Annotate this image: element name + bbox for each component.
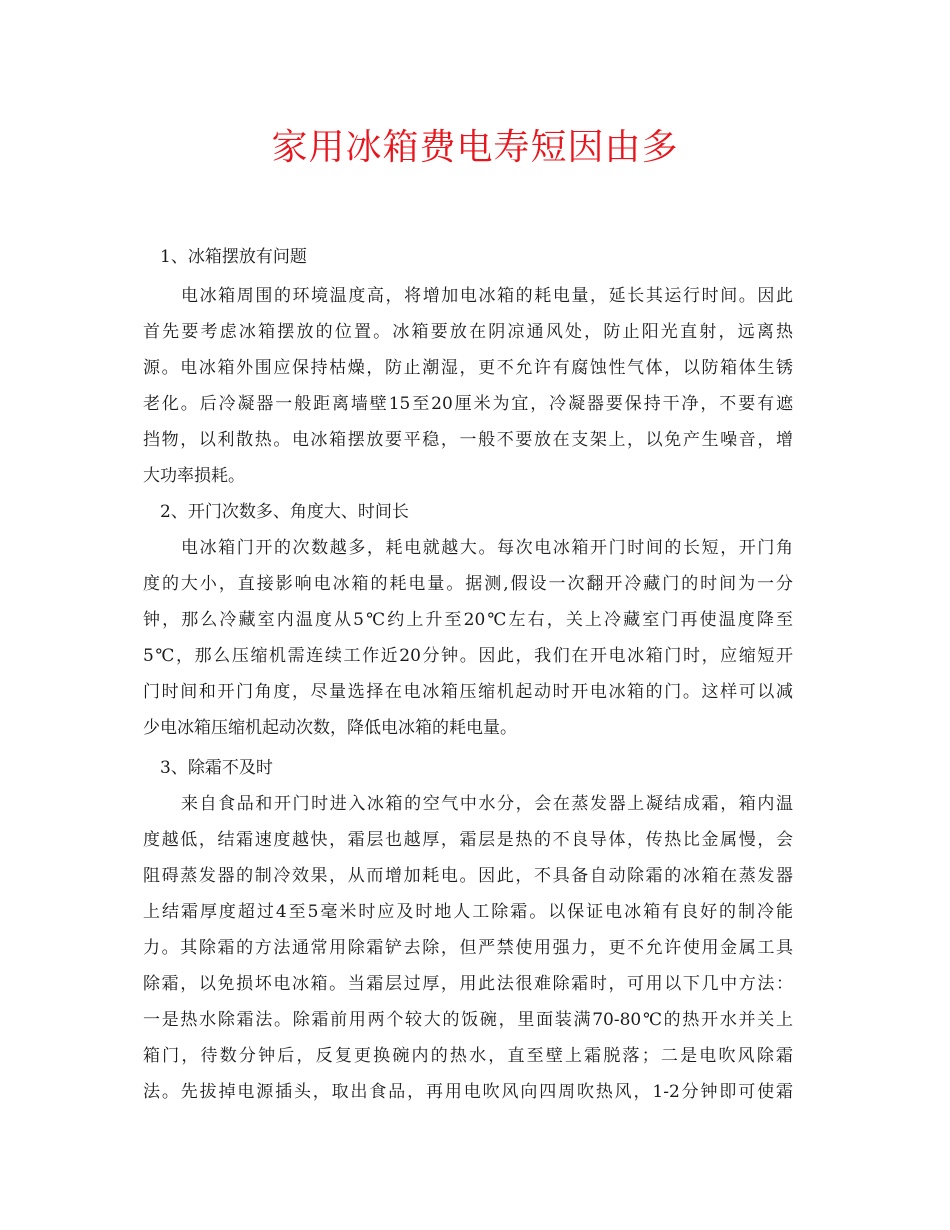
paragraph-line: 除霜，以免损坏电冰箱。当霜层过厚，用此法很难除霜时，可用以下几中方法： <box>143 974 793 994</box>
paragraph-line: 少电冰箱压缩机起动次数，降低电冰箱的耗电量。 <box>143 718 517 738</box>
paragraph-line: 力。其除霜的方法通常用除霜铲去除，但严禁使用强力，更不允许使用金属工具 <box>143 938 793 958</box>
paragraph-line: 度的大小，直接影响电冰箱的耗电量。据测,假设一次翻开冷藏门的时间为一分 <box>143 574 793 594</box>
paragraph-line: 源。电冰箱外围应保持枯燥，防止潮湿，更不允许有腐蚀性气体，以防箱体生锈 <box>143 358 793 378</box>
paragraph-line: 钟，那么冷藏室内温度从5℃约上升至20℃左右，关上冷藏室门再使温度降至 <box>143 610 793 630</box>
paragraph-line: 上结霜厚度超过4至5毫米时应及时地人工除霜。以保证电冰箱有良好的制冷能 <box>143 902 793 922</box>
paragraph-line: 门时间和开门角度，尽量选择在电冰箱压缩机起动时开电冰箱的门。这样可以减 <box>143 682 793 702</box>
paragraph-line: 箱门，待数分钟后，反复更换碗内的热水，直至壁上霜脱落；二是电吹风除霜 <box>143 1046 793 1066</box>
paragraph-line: 电冰箱周围的环境温度高，将增加电冰箱的耗电量，延长其运行时间。因此 <box>181 286 793 306</box>
section-1-heading: 1、冰箱摆放有问题 <box>160 247 307 267</box>
paragraph-line: 大功率损耗。 <box>143 466 245 486</box>
paragraph-line: 阻碍蒸发器的制冷效果，从而增加耗电。因此，不具备自动除霜的冰箱在蒸发器 <box>143 866 793 886</box>
paragraph-line: 5℃，那么压缩机需连续工作近20分钟。因此，我们在开电冰箱门时，应缩短开 <box>143 646 793 666</box>
paragraph-line: 老化。后冷凝器一般距离墙壁15至20厘米为宜，冷凝器要保持干净，不要有遮 <box>143 394 793 414</box>
document-title: 家用冰箱费电寿短因由多 <box>271 127 679 168</box>
paragraph-line: 来自食品和开门时进入冰箱的空气中水分，会在蒸发器上凝结成霜，箱内温 <box>181 794 793 814</box>
section-2-heading: 2、开门次数多、角度大、时间长 <box>160 502 409 522</box>
paragraph-line: 法。先拔掉电源插头，取出食品，再用电吹风向四周吹热风，1-2分钟即可使霜 <box>143 1082 793 1102</box>
paragraph-line: 度越低，结霜速度越快，霜层也越厚，霜层是热的不良导体，传热比金属慢，会 <box>143 830 793 850</box>
paragraph-line: 一是热水除霜法。除霜前用两个较大的饭碗，里面装满70-80℃的热开水并关上 <box>143 1010 793 1030</box>
paragraph-line: 挡物，以利散热。电冰箱摆放要平稳，一般不要放在支架上，以免产生噪音，增 <box>143 430 793 450</box>
paragraph-line: 首先要考虑冰箱摆放的位置。冰箱要放在阴凉通风处，防止阳光直射，远离热 <box>143 322 793 342</box>
paragraph-line: 电冰箱门开的次数越多，耗电就越大。每次电冰箱开门时间的长短，开门角 <box>181 538 793 558</box>
section-3-heading: 3、除霜不及时 <box>160 758 273 778</box>
